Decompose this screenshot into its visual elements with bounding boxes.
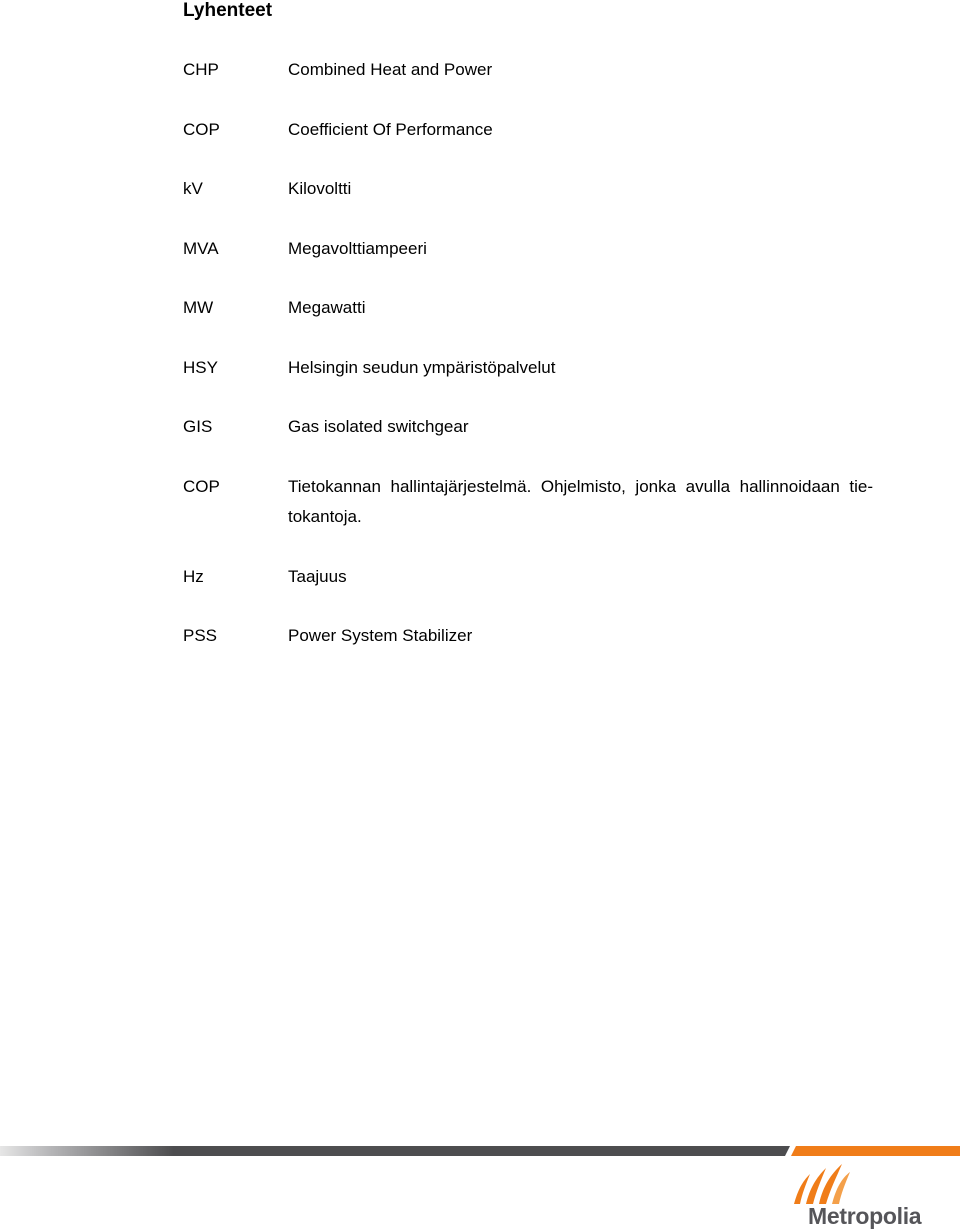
abbreviation-term: COP <box>183 477 220 496</box>
abbreviation-term: MVA <box>183 239 219 258</box>
abbreviation-definition: Helsingin seudun ympäristöpalvelut <box>288 358 556 377</box>
abbreviation-definition: Coefficient Of Performance <box>288 120 493 139</box>
abbreviation-definition: Megavolttiampeeri <box>288 239 427 258</box>
metropolia-flame-icon <box>788 1160 858 1208</box>
abbreviation-term: PSS <box>183 626 218 645</box>
footer-orange-stripe <box>791 1146 960 1156</box>
metropolia-logo <box>786 1158 960 1232</box>
abbreviation-definition: Taajuus <box>288 567 347 586</box>
abbreviation-term: Hz <box>183 567 204 586</box>
abbreviation-definition: Gas isolated switchgear <box>288 417 469 436</box>
abbreviation-term: HSY <box>183 358 218 377</box>
abbreviation-term: CHP <box>183 60 219 79</box>
abbreviation-term: MW <box>183 298 214 317</box>
logo-text: Metropolia <box>808 1203 922 1229</box>
abbreviation-definition: Combined Heat and Power <box>288 60 493 79</box>
page-title: Lyhenteet <box>183 0 273 21</box>
abbreviation-term: kV <box>183 179 203 198</box>
abbreviation-definition: Tietokannan hallintajärjestelmä. Ohjelmisto, jonka avulla hallinnoidaan tie-tokantoja. <box>288 477 873 526</box>
abbreviation-definition: Power System Stabilizer <box>288 626 473 645</box>
footer-gray-stripe <box>0 1146 790 1156</box>
abbreviation-term: GIS <box>183 417 213 436</box>
abbreviation-definition: Kilovoltti <box>288 179 352 198</box>
footer-bar <box>0 1146 960 1156</box>
abbreviation-term: COP <box>183 120 220 139</box>
abbreviation-definition: Megawatti <box>288 298 366 317</box>
